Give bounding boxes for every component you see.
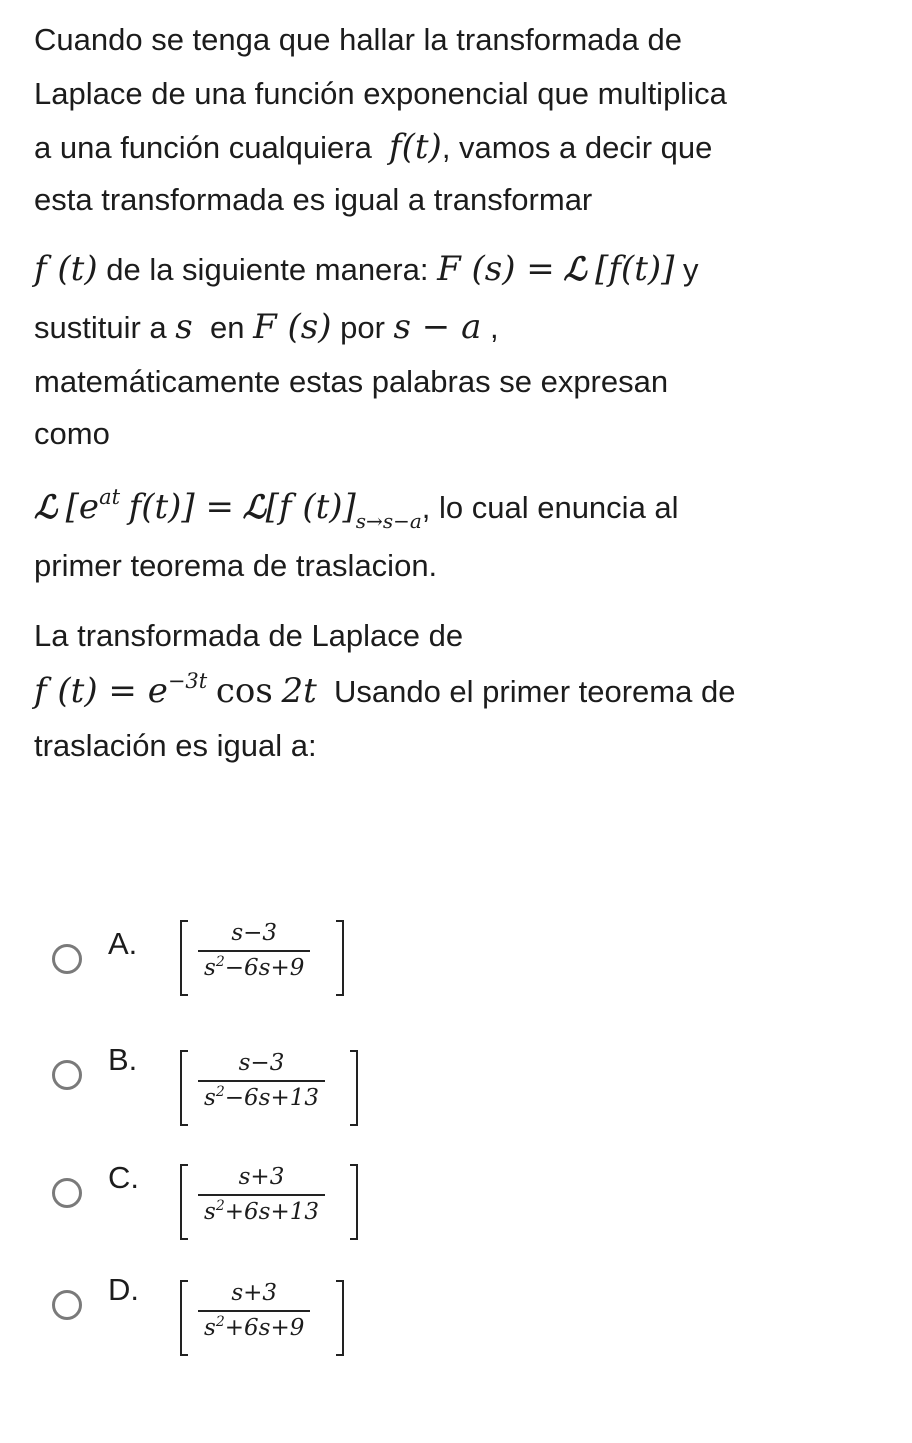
math-2t: 2t [281, 671, 317, 711]
math-e: [e [65, 487, 100, 527]
intro-line-6-en: en [209, 310, 245, 345]
intro-line-3 [34, 127, 713, 167]
question-line-3: traslación es igual a: [34, 728, 317, 763]
intro-line-5 [34, 249, 699, 289]
left-bracket [180, 920, 188, 996]
intro-line-8: como [34, 416, 110, 451]
intro-line-4: esta transformada es igual a transformar [34, 182, 593, 217]
laplace-symbol: ℒ [34, 488, 58, 526]
math-exp-neg3t: −3t [167, 669, 208, 693]
math-theorem-lhs-rest: f(t)] = [128, 487, 234, 527]
den-rest: −6s+13 [224, 1085, 319, 1111]
math-theorem-rhs: [f (t)] [265, 487, 356, 527]
den-exponent: 2 [215, 1198, 225, 1214]
intro-line-10: primer teorema de traslacion. [34, 548, 438, 583]
fraction [198, 1282, 310, 1340]
fraction [198, 922, 310, 980]
math-F-of-s-rhs: [f(t)] [595, 249, 675, 289]
intro-line-1: Cuando se tenga que hallar la transformada de [34, 22, 682, 57]
numerator: s+3 [238, 1164, 285, 1190]
question-line-2 [34, 669, 736, 711]
left-bracket [180, 1050, 188, 1126]
intro-line-3-text: a una función cualquiera [34, 130, 372, 165]
den-exponent: 2 [215, 1314, 225, 1330]
den-rest: +6s+13 [224, 1199, 319, 1225]
intro-line-6 [34, 307, 499, 347]
intro-line-6-comma: , [490, 310, 499, 345]
math-f-of-t-2: f (t) [34, 249, 98, 289]
option-a[interactable] [52, 920, 752, 996]
intro-line-2: Laplace de una función exponencial que multiplica [34, 76, 727, 111]
den-base: s [204, 1085, 216, 1111]
den-rest: −6s+9 [224, 955, 305, 981]
left-bracket [180, 1164, 188, 1240]
intro-line-7: matemáticamente estas palabras se expresan [34, 364, 669, 399]
math-exp-at: at [99, 485, 121, 509]
numerator: s−3 [231, 920, 278, 946]
math-cos: cos [215, 671, 273, 711]
math-s: s [175, 307, 193, 347]
radio-button[interactable] [52, 1060, 82, 1090]
den-base: s [204, 1199, 216, 1225]
fraction [198, 1166, 325, 1224]
den-base: s [204, 1315, 216, 1341]
radio-button[interactable] [52, 1178, 82, 1208]
intro-line-6-text: sustituir a [34, 310, 167, 345]
left-bracket [180, 1280, 188, 1356]
option-d[interactable] [52, 1272, 752, 1342]
denominator [198, 1194, 325, 1224]
math-F-of-s-lhs: F (s) = [437, 249, 555, 289]
numerator: s+3 [231, 1280, 278, 1306]
denominator [198, 1080, 325, 1110]
right-bracket [350, 1050, 358, 1126]
math-subscript-substitution: s→s−a [355, 509, 422, 533]
radio-button[interactable] [52, 1290, 82, 1320]
right-bracket [350, 1164, 358, 1240]
intro-line-5-tail: y [683, 252, 699, 287]
theorem-tail: , lo cual enuncia al [421, 490, 679, 525]
laplace-symbol: ℒ [242, 488, 266, 526]
fraction [198, 1052, 325, 1110]
option-letter: B. [108, 1042, 138, 1077]
radio-button[interactable] [52, 944, 82, 974]
math-f-of-t: f(t) [389, 127, 442, 167]
theorem-formula-line [34, 485, 679, 533]
den-base: s [204, 955, 216, 981]
right-bracket [336, 920, 344, 996]
math-function-lhs: f (t) = e [34, 671, 168, 711]
numerator: s−3 [238, 1050, 285, 1076]
intro-line-6-por: por [340, 310, 385, 345]
right-bracket [336, 1280, 344, 1356]
den-exponent: 2 [215, 954, 225, 970]
intro-line-5-text: de la siguiente manera: [106, 252, 429, 287]
option-letter: D. [108, 1272, 139, 1307]
option-letter: A. [108, 926, 138, 961]
math-s-minus-a: s − a [393, 307, 482, 347]
question-line-1: La transformada de Laplace de [34, 618, 464, 653]
denominator [198, 950, 310, 980]
option-letter: C. [108, 1160, 139, 1195]
intro-line-3-tail: , vamos a decir que [441, 130, 713, 165]
den-exponent: 2 [215, 1084, 225, 1100]
math-F-of-s: F (s) [253, 307, 332, 347]
option-c[interactable] [52, 1160, 752, 1230]
den-rest: +6s+9 [224, 1315, 305, 1341]
question-line-2-tail: Usando el primer teorema de [333, 674, 736, 709]
option-b[interactable] [52, 1042, 752, 1112]
denominator [198, 1310, 310, 1340]
laplace-symbol: ℒ [563, 250, 587, 288]
